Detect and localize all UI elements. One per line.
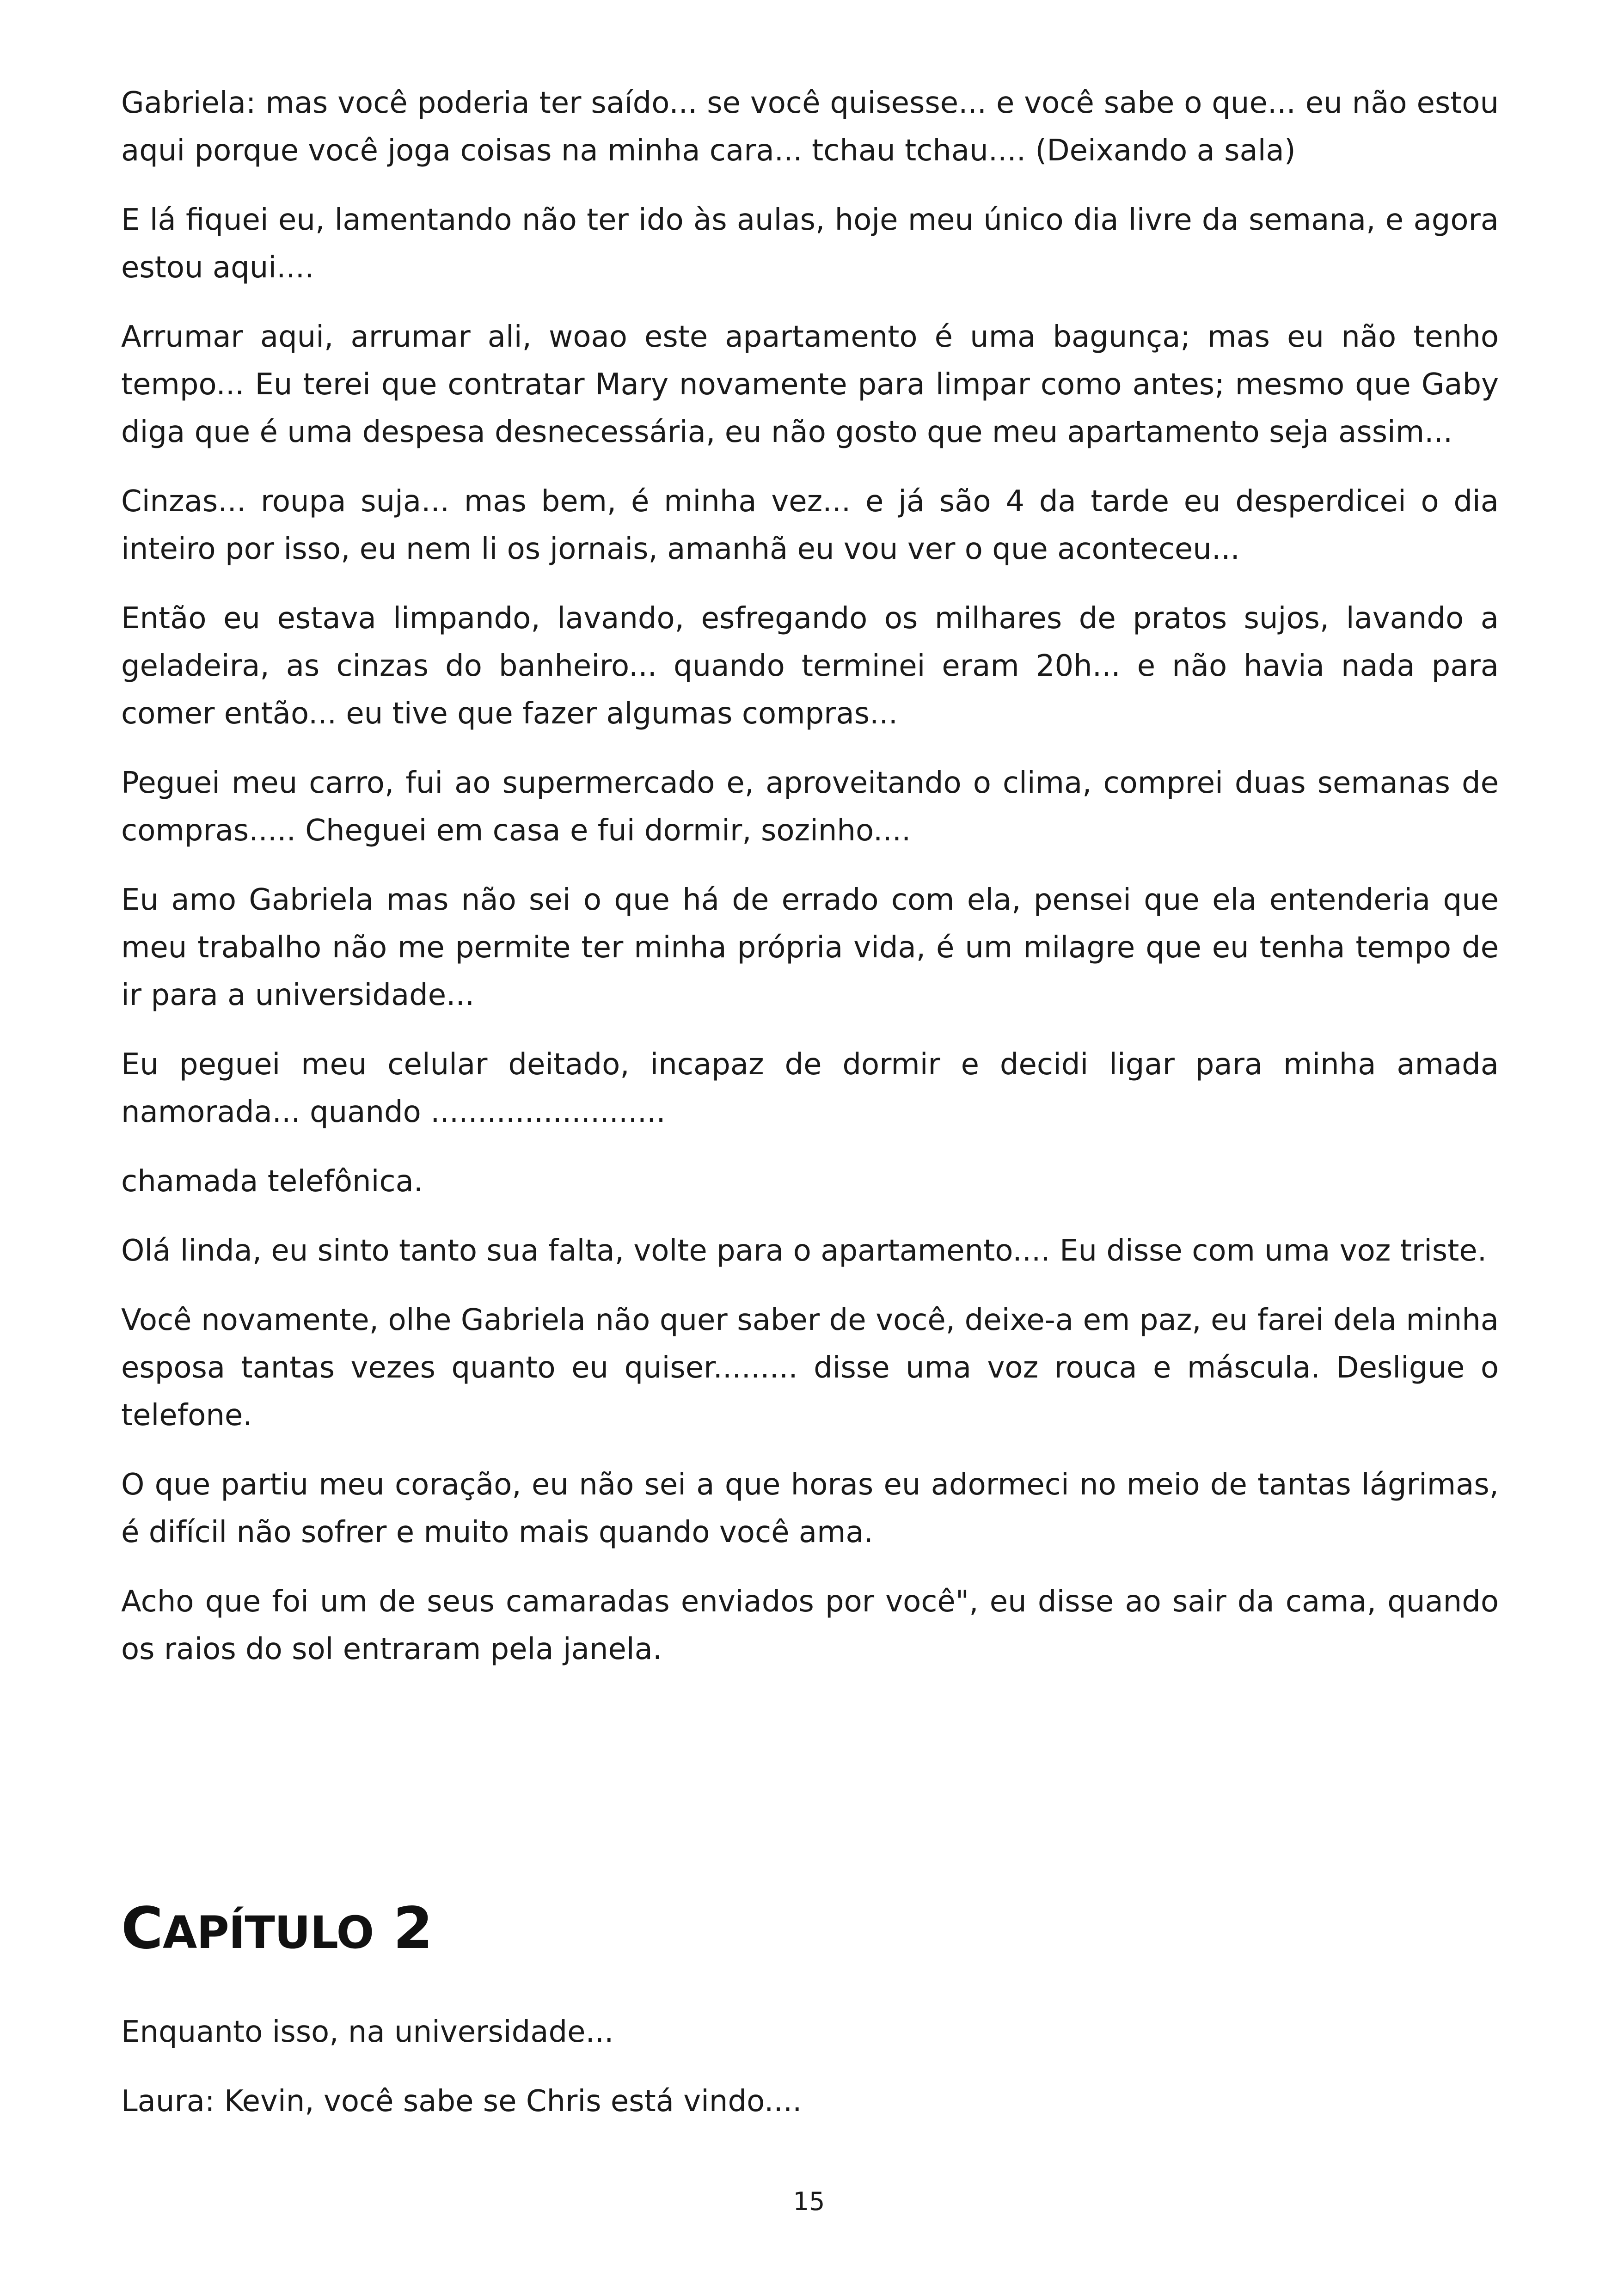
paragraph: Peguei meu carro, fui ao supermercado e, aproveitando o clima, comprei duas semanas de compras..... Cheguei em casa e fui dormir, sozinho.... bbox=[121, 766, 1499, 848]
chapter-initial: C bbox=[121, 1895, 163, 1962]
chapter-heading bbox=[121, 1892, 433, 1970]
chapter-label: APÍTULO bbox=[163, 1907, 374, 1959]
paragraph: Arrumar aqui, arrumar ali, woao este apartamento é uma bagunça; mas eu não tenho tempo... Eu terei que contratar Mary novamente para limpar como antes; mesmo que Gaby diga que é uma despesa desnecessária, eu não gosto que meu apartamento seja assim... bbox=[121, 320, 1499, 449]
paragraph: O que partiu meu coração, eu não sei a que horas eu adormeci no meio de tantas lágrimas, é difícil não sofrer e muito mais quando você ama. bbox=[121, 1468, 1499, 1549]
paragraph: E lá fiquei eu, lamentando não ter ido às aulas, hoje meu único dia livre da semana, e agora estou aqui.... bbox=[121, 203, 1499, 285]
chapter-body bbox=[121, 2008, 1499, 2147]
paragraph: Gabriela: mas você poderia ter saído... se você quisesse... e você sabe o que... eu não estou aqui porque você joga coisas na minha cara... tchau tchau.... (Deixando a sala) bbox=[121, 86, 1499, 168]
paragraph: Enquanto isso, na universidade... bbox=[121, 2015, 614, 2049]
chapter-number: 2 bbox=[393, 1895, 433, 1962]
paragraph: Eu peguei meu celular deitado, incapaz de dormir e decidi ligar para minha amada namorada... quando ......................... bbox=[121, 1047, 1499, 1129]
paragraph: Acho que foi um de seus camaradas enviados por você", eu disse ao sair da cama, quando os raios do sol entraram pela janela. bbox=[121, 1585, 1499, 1666]
paragraph: Você novamente, olhe Gabriela não quer saber de você, deixe-a em paz, eu farei dela minha esposa tantas vezes quanto eu quiser......... disse uma voz rouca e máscula. Desligue o telefone. bbox=[121, 1303, 1499, 1433]
page-number: 15 bbox=[793, 2187, 825, 2216]
paragraph: Cinzas... roupa suja... mas bem, é minha vez... e já são 4 da tarde eu desperdicei o dia inteiro por isso, eu nem li os jornais, amanhã eu vou ver o que aconteceu... bbox=[121, 484, 1499, 566]
page-body bbox=[121, 80, 1499, 1695]
paragraph: Eu amo Gabriela mas não sei o que há de errado com ela, pensei que ela entenderia que meu trabalho não me permite ter minha própria vida, é um milagre que eu tenha tempo de ir para a universidade... bbox=[121, 883, 1499, 1012]
paragraph: Olá linda, eu sinto tanto sua falta, volte para o apartamento.... Eu disse com uma voz triste. bbox=[121, 1234, 1487, 1268]
paragraph: Laura: Kevin, você sabe se Chris está vindo.... bbox=[121, 2084, 802, 2118]
paragraph: chamada telefônica. bbox=[121, 1164, 423, 1199]
paragraph: Então eu estava limpando, lavando, esfregando os milhares de pratos sujos, lavando a geladeira, as cinzas do banheiro... quando terminei eram 20h... e não havia nada para comer então... eu tive que fazer algumas compras... bbox=[121, 601, 1499, 731]
